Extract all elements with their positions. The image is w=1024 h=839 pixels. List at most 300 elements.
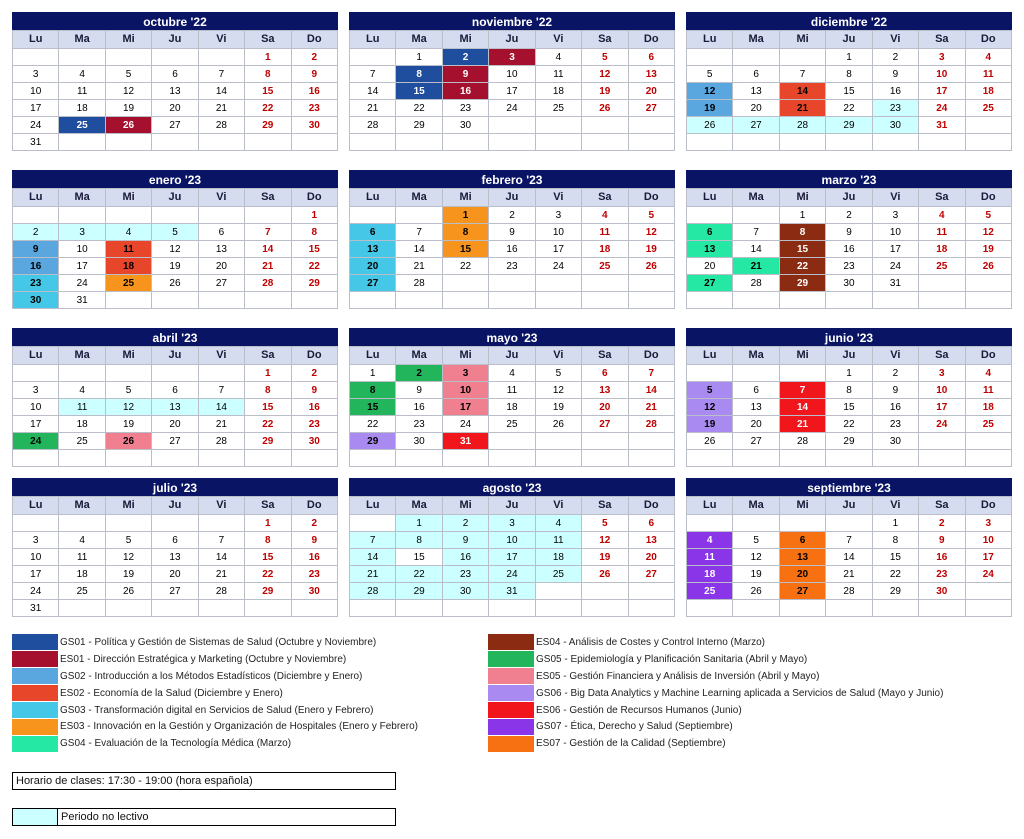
day-cell: 5 — [687, 66, 733, 83]
day-cell: 14 — [779, 399, 825, 416]
day-cell: 14 — [733, 241, 779, 258]
day-cell — [582, 433, 628, 450]
weekday-header: Ju — [152, 347, 198, 365]
day-cell: 10 — [489, 532, 535, 549]
day-cell: 5 — [582, 49, 628, 66]
day-cell: 21 — [628, 399, 674, 416]
day-cell: 19 — [687, 416, 733, 433]
day-cell: 25 — [535, 566, 581, 583]
day-cell — [105, 450, 151, 467]
day-cell: 20 — [779, 566, 825, 583]
day-cell: 8 — [872, 532, 918, 549]
weekday-header: Vi — [198, 347, 244, 365]
weekday-header: Ma — [396, 189, 442, 207]
weekday-header: Sa — [582, 189, 628, 207]
weekday-header: Mi — [779, 189, 825, 207]
day-cell: 7 — [198, 382, 244, 399]
day-cell: 7 — [779, 66, 825, 83]
day-cell — [826, 134, 872, 151]
day-cell: 10 — [13, 399, 59, 416]
day-cell: 15 — [779, 241, 825, 258]
schedule-box: Horario de clases: 17:30 - 19:00 (hora española) — [12, 772, 396, 790]
day-cell — [59, 515, 105, 532]
day-cell: 13 — [152, 83, 198, 100]
day-cell — [442, 275, 488, 292]
day-cell — [687, 49, 733, 66]
legend-item — [488, 702, 958, 719]
day-cell: 26 — [628, 258, 674, 275]
day-cell — [59, 450, 105, 467]
day-cell — [198, 365, 244, 382]
day-cell: 16 — [442, 549, 488, 566]
day-cell: 12 — [105, 83, 151, 100]
legend-swatch — [12, 736, 58, 752]
day-cell — [13, 515, 59, 532]
day-cell: 2 — [826, 207, 872, 224]
weekday-header: Vi — [535, 347, 581, 365]
day-cell: 16 — [442, 83, 488, 100]
day-cell: 9 — [442, 66, 488, 83]
day-cell: 2 — [442, 49, 488, 66]
weekday-header: Mi — [105, 31, 151, 49]
day-cell: 3 — [59, 224, 105, 241]
weekday-header: Lu — [687, 347, 733, 365]
day-cell — [965, 600, 1011, 617]
day-cell — [687, 365, 733, 382]
day-cell: 12 — [582, 66, 628, 83]
day-cell: 25 — [59, 117, 105, 134]
weekday-header: Sa — [582, 497, 628, 515]
day-cell: 17 — [13, 416, 59, 433]
day-cell — [919, 433, 965, 450]
day-cell: 1 — [245, 365, 291, 382]
month-11 — [686, 478, 1012, 617]
day-cell — [198, 49, 244, 66]
day-cell: 28 — [245, 275, 291, 292]
day-cell — [872, 292, 918, 309]
day-cell: 8 — [779, 224, 825, 241]
day-cell: 1 — [442, 207, 488, 224]
legend-item — [12, 702, 482, 719]
legend-text: ES07 - Gestión de la Calidad (Septiembre) — [536, 738, 726, 750]
day-cell: 4 — [965, 49, 1011, 66]
day-cell: 2 — [291, 515, 337, 532]
legend-text: GS04 - Evaluación de la Tecnología Médica (Marzo) — [60, 738, 292, 750]
day-cell: 6 — [582, 365, 628, 382]
day-cell: 26 — [582, 566, 628, 583]
day-cell: 5 — [535, 365, 581, 382]
day-cell: 23 — [489, 258, 535, 275]
day-cell: 22 — [396, 100, 442, 117]
day-cell: 16 — [13, 258, 59, 275]
day-cell — [59, 600, 105, 617]
day-cell: 19 — [582, 83, 628, 100]
day-cell — [628, 275, 674, 292]
day-cell — [826, 450, 872, 467]
day-cell: 19 — [105, 100, 151, 117]
day-cell: 17 — [489, 549, 535, 566]
month-7 — [349, 328, 675, 467]
day-cell: 25 — [582, 258, 628, 275]
day-cell: 17 — [965, 549, 1011, 566]
day-cell — [350, 134, 396, 151]
day-cell: 6 — [733, 66, 779, 83]
day-cell: 24 — [13, 117, 59, 134]
month-table — [12, 188, 338, 309]
day-cell — [350, 450, 396, 467]
day-cell — [826, 600, 872, 617]
day-cell: 12 — [687, 83, 733, 100]
day-cell: 3 — [13, 532, 59, 549]
day-cell: 22 — [245, 566, 291, 583]
legend-item — [488, 685, 958, 702]
weekday-header: Ma — [396, 497, 442, 515]
weekday-header: Sa — [919, 497, 965, 515]
day-cell: 27 — [779, 583, 825, 600]
day-cell — [350, 292, 396, 309]
legend-swatch — [12, 719, 58, 735]
day-cell: 7 — [350, 66, 396, 83]
day-cell: 28 — [198, 117, 244, 134]
day-cell: 13 — [779, 549, 825, 566]
day-cell: 13 — [198, 241, 244, 258]
day-cell — [152, 49, 198, 66]
day-cell: 12 — [628, 224, 674, 241]
weekday-header: Lu — [687, 497, 733, 515]
day-cell: 15 — [245, 549, 291, 566]
day-cell: 30 — [919, 583, 965, 600]
day-cell: 1 — [826, 365, 872, 382]
day-cell: 27 — [733, 117, 779, 134]
month-table — [12, 496, 338, 617]
day-cell — [628, 117, 674, 134]
day-cell: 7 — [245, 224, 291, 241]
day-cell: 10 — [919, 66, 965, 83]
day-cell — [105, 134, 151, 151]
day-cell: 4 — [582, 207, 628, 224]
weekday-header: Sa — [582, 347, 628, 365]
day-cell: 31 — [13, 134, 59, 151]
legend-item — [12, 668, 482, 685]
day-cell — [105, 600, 151, 617]
day-cell: 26 — [105, 433, 151, 450]
legend-swatch — [488, 736, 534, 752]
month-title: octubre '22 — [12, 12, 338, 30]
day-cell: 9 — [291, 66, 337, 83]
day-cell — [872, 600, 918, 617]
weekday-header: Ju — [826, 497, 872, 515]
day-cell: 31 — [919, 117, 965, 134]
day-cell: 18 — [535, 83, 581, 100]
day-cell — [919, 292, 965, 309]
day-cell: 17 — [59, 258, 105, 275]
day-cell: 8 — [291, 224, 337, 241]
day-cell — [442, 600, 488, 617]
day-cell — [442, 292, 488, 309]
weekday-header: Ma — [59, 31, 105, 49]
day-cell — [59, 365, 105, 382]
weekday-header: Do — [628, 31, 674, 49]
day-cell — [198, 450, 244, 467]
day-cell: 15 — [245, 399, 291, 416]
day-cell: 6 — [628, 49, 674, 66]
day-cell: 18 — [687, 566, 733, 583]
day-cell — [13, 450, 59, 467]
day-cell: 22 — [826, 416, 872, 433]
day-cell: 28 — [350, 117, 396, 134]
day-cell: 5 — [687, 382, 733, 399]
day-cell — [535, 600, 581, 617]
legend-swatch — [488, 634, 534, 650]
day-cell: 11 — [687, 549, 733, 566]
month-table — [349, 30, 675, 151]
day-cell — [919, 600, 965, 617]
day-cell: 5 — [105, 382, 151, 399]
day-cell: 26 — [965, 258, 1011, 275]
weekday-header: Vi — [535, 189, 581, 207]
legend-swatch — [12, 668, 58, 684]
day-cell: 18 — [59, 416, 105, 433]
day-cell: 11 — [489, 382, 535, 399]
weekday-header: Do — [965, 497, 1011, 515]
day-cell: 6 — [152, 532, 198, 549]
day-cell: 4 — [489, 365, 535, 382]
day-cell: 15 — [396, 83, 442, 100]
day-cell — [152, 134, 198, 151]
day-cell — [582, 275, 628, 292]
day-cell: 3 — [535, 207, 581, 224]
day-cell: 31 — [872, 275, 918, 292]
day-cell — [733, 207, 779, 224]
day-cell: 4 — [59, 382, 105, 399]
legend-text: ES01 - Dirección Estratégica y Marketing (Octubre y Noviembre) — [60, 653, 347, 665]
weekday-header: Lu — [13, 497, 59, 515]
day-cell: 27 — [582, 416, 628, 433]
day-cell: 29 — [396, 583, 442, 600]
day-cell: 7 — [628, 365, 674, 382]
day-cell: 16 — [291, 83, 337, 100]
weekday-header: Do — [628, 347, 674, 365]
day-cell: 24 — [489, 100, 535, 117]
day-cell: 31 — [489, 583, 535, 600]
day-cell: 5 — [152, 224, 198, 241]
day-cell: 5 — [628, 207, 674, 224]
day-cell — [872, 450, 918, 467]
month-1 — [349, 12, 675, 151]
day-cell — [291, 292, 337, 309]
day-cell: 29 — [245, 117, 291, 134]
legend-item — [12, 735, 482, 752]
day-cell: 12 — [582, 532, 628, 549]
weekday-header: Ju — [826, 31, 872, 49]
day-cell — [965, 275, 1011, 292]
day-cell: 5 — [582, 515, 628, 532]
day-cell: 6 — [198, 224, 244, 241]
day-cell: 9 — [872, 66, 918, 83]
day-cell: 18 — [965, 399, 1011, 416]
day-cell: 19 — [582, 549, 628, 566]
day-cell — [489, 134, 535, 151]
day-cell: 6 — [152, 382, 198, 399]
day-cell — [582, 583, 628, 600]
day-cell: 3 — [13, 66, 59, 83]
weekday-header: Do — [291, 189, 337, 207]
day-cell: 2 — [872, 365, 918, 382]
day-cell — [779, 292, 825, 309]
day-cell — [733, 450, 779, 467]
day-cell — [105, 365, 151, 382]
day-cell: 12 — [105, 399, 151, 416]
month-title: septiembre '23 — [686, 478, 1012, 496]
day-cell: 6 — [733, 382, 779, 399]
day-cell: 19 — [105, 566, 151, 583]
day-cell: 20 — [152, 566, 198, 583]
day-cell: 13 — [350, 241, 396, 258]
day-cell — [105, 515, 151, 532]
day-cell: 21 — [396, 258, 442, 275]
legend-swatch — [488, 668, 534, 684]
day-cell: 21 — [826, 566, 872, 583]
legend-text: ES05 - Gestión Financiera y Análisis de Inversión (Abril y Mayo) — [536, 670, 820, 682]
day-cell: 8 — [442, 224, 488, 241]
weekday-header: Ju — [826, 347, 872, 365]
weekday-header: Ma — [733, 497, 779, 515]
day-cell — [582, 600, 628, 617]
month-title: abril '23 — [12, 328, 338, 346]
day-cell: 9 — [396, 382, 442, 399]
day-cell: 20 — [687, 258, 733, 275]
day-cell: 15 — [350, 399, 396, 416]
legend-text: GS05 - Epidemiología y Planificación Sanitaria (Abril y Mayo) — [536, 653, 808, 665]
day-cell — [13, 49, 59, 66]
day-cell: 9 — [872, 382, 918, 399]
day-cell — [489, 600, 535, 617]
day-cell: 15 — [245, 83, 291, 100]
day-cell: 23 — [826, 258, 872, 275]
month-table — [12, 30, 338, 151]
weekday-header: Ju — [152, 31, 198, 49]
day-cell — [965, 583, 1011, 600]
day-cell: 28 — [628, 416, 674, 433]
day-cell — [733, 365, 779, 382]
day-cell: 24 — [919, 100, 965, 117]
day-cell: 15 — [826, 83, 872, 100]
day-cell: 30 — [291, 433, 337, 450]
day-cell — [396, 134, 442, 151]
day-cell: 21 — [245, 258, 291, 275]
day-cell: 23 — [442, 566, 488, 583]
day-cell: 3 — [489, 49, 535, 66]
day-cell: 10 — [872, 224, 918, 241]
weekday-header: Vi — [535, 497, 581, 515]
day-cell: 22 — [779, 258, 825, 275]
day-cell: 25 — [59, 433, 105, 450]
day-cell — [291, 600, 337, 617]
day-cell — [245, 207, 291, 224]
day-cell: 22 — [826, 100, 872, 117]
legend-swatch — [488, 685, 534, 701]
day-cell — [198, 292, 244, 309]
weekday-header: Ju — [152, 189, 198, 207]
day-cell: 28 — [733, 275, 779, 292]
day-cell: 19 — [535, 399, 581, 416]
day-cell — [535, 134, 581, 151]
day-cell — [59, 207, 105, 224]
weekday-header: Sa — [919, 31, 965, 49]
day-cell: 1 — [396, 515, 442, 532]
day-cell: 17 — [535, 241, 581, 258]
day-cell: 18 — [582, 241, 628, 258]
weekday-header: Lu — [687, 31, 733, 49]
month-title: marzo '23 — [686, 170, 1012, 188]
day-cell: 16 — [826, 241, 872, 258]
day-cell: 27 — [152, 583, 198, 600]
weekday-header: Sa — [245, 347, 291, 365]
day-cell — [152, 450, 198, 467]
day-cell: 18 — [489, 399, 535, 416]
day-cell: 7 — [396, 224, 442, 241]
day-cell — [965, 117, 1011, 134]
day-cell: 24 — [535, 258, 581, 275]
day-cell: 20 — [582, 399, 628, 416]
day-cell: 10 — [442, 382, 488, 399]
weekday-header: Mi — [779, 347, 825, 365]
day-cell: 18 — [105, 258, 151, 275]
legend-item — [12, 718, 482, 735]
month-9 — [12, 478, 338, 617]
day-cell: 15 — [826, 399, 872, 416]
day-cell: 20 — [628, 83, 674, 100]
legend-text: GS03 - Transformación digital en Servicios de Salud (Enero y Febrero) — [60, 704, 374, 716]
day-cell — [489, 433, 535, 450]
day-cell: 20 — [152, 416, 198, 433]
day-cell: 7 — [826, 532, 872, 549]
day-cell: 10 — [13, 83, 59, 100]
weekday-header: Sa — [919, 347, 965, 365]
day-cell: 26 — [105, 117, 151, 134]
day-cell: 8 — [826, 382, 872, 399]
weekday-header: Sa — [919, 189, 965, 207]
month-title: diciembre '22 — [686, 12, 1012, 30]
month-title: febrero '23 — [349, 170, 675, 188]
day-cell: 15 — [442, 241, 488, 258]
day-cell: 12 — [105, 549, 151, 566]
day-cell: 29 — [872, 583, 918, 600]
day-cell: 16 — [489, 241, 535, 258]
day-cell: 14 — [245, 241, 291, 258]
day-cell: 23 — [919, 566, 965, 583]
day-cell: 28 — [350, 583, 396, 600]
day-cell: 24 — [965, 566, 1011, 583]
day-cell — [396, 600, 442, 617]
day-cell: 29 — [826, 117, 872, 134]
day-cell — [245, 600, 291, 617]
month-table — [349, 496, 675, 617]
day-cell: 17 — [442, 399, 488, 416]
day-cell: 18 — [59, 566, 105, 583]
day-cell: 29 — [779, 275, 825, 292]
day-cell: 30 — [396, 433, 442, 450]
month-table — [686, 496, 1012, 617]
day-cell: 2 — [489, 207, 535, 224]
legend-item — [12, 651, 482, 668]
day-cell: 13 — [152, 399, 198, 416]
day-cell: 23 — [872, 100, 918, 117]
weekday-header: Vi — [872, 347, 918, 365]
day-cell: 17 — [872, 241, 918, 258]
day-cell: 24 — [59, 275, 105, 292]
day-cell — [779, 515, 825, 532]
